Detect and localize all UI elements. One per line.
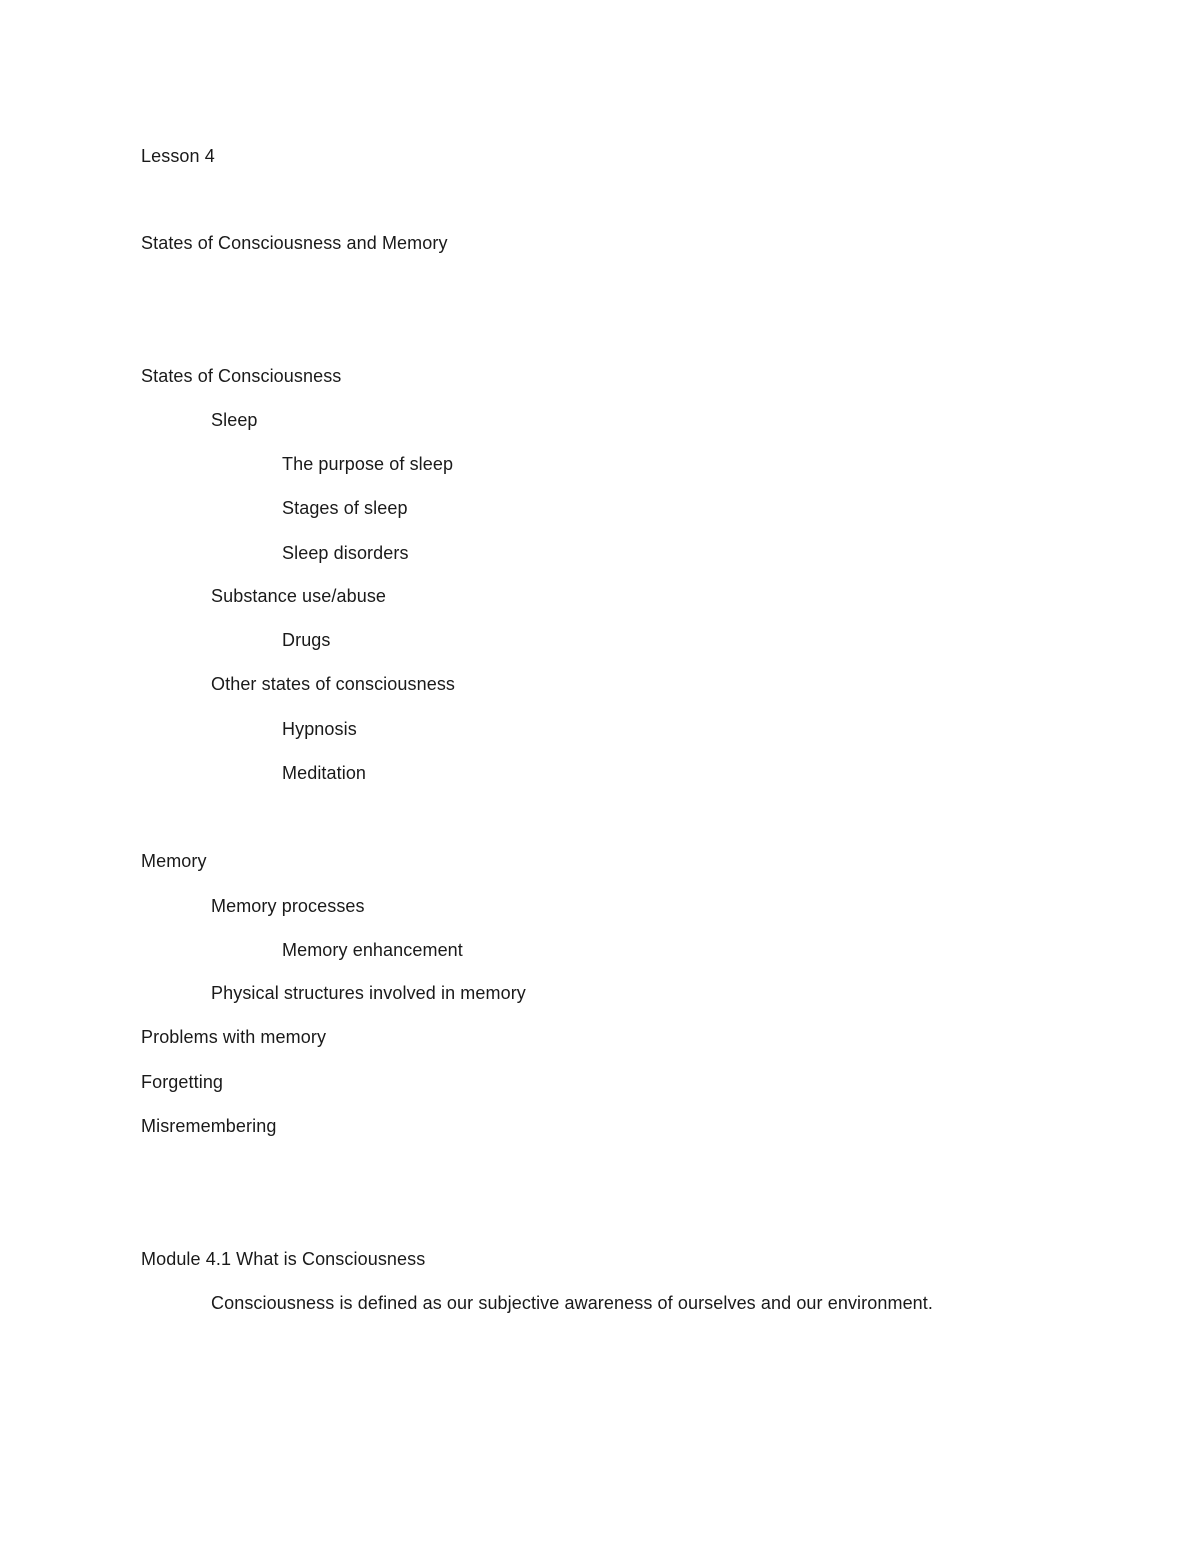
outline-item-physical-structures: Physical structures involved in memory: [211, 983, 526, 1003]
outline-item-sleep-disorders: Sleep disorders: [282, 543, 409, 563]
outline-item-hypnosis: Hypnosis: [282, 719, 357, 739]
lesson-subtitle: States of Consciousness and Memory: [141, 233, 448, 253]
module-definition: Consciousness is defined as our subjective awareness of ourselves and our environment.: [211, 1293, 933, 1313]
outline-item-drugs: Drugs: [282, 630, 331, 650]
outline-heading-consciousness: States of Consciousness: [141, 366, 342, 386]
outline-item-meditation: Meditation: [282, 763, 367, 783]
outline-item-memory-enhancement: Memory enhancement: [282, 940, 463, 960]
outline-item-sleep-stages: Stages of sleep: [282, 498, 408, 518]
outline-item-misremembering: Misremembering: [141, 1116, 277, 1136]
outline-heading-memory: Memory: [141, 851, 207, 871]
outline-item-substance: Substance use/abuse: [211, 586, 387, 606]
outline-item-forgetting: Forgetting: [141, 1072, 224, 1092]
outline-item-sleep-purpose: The purpose of sleep: [282, 454, 454, 474]
outline-item-memory-processes: Memory processes: [211, 896, 365, 916]
outline-item-problems: Problems with memory: [141, 1027, 327, 1047]
lesson-title: Lesson 4: [141, 146, 215, 166]
module-heading: Module 4.1 What is Consciousness: [141, 1249, 426, 1269]
outline-item-other-states: Other states of consciousness: [211, 674, 456, 694]
outline-item-sleep: Sleep: [211, 410, 258, 430]
